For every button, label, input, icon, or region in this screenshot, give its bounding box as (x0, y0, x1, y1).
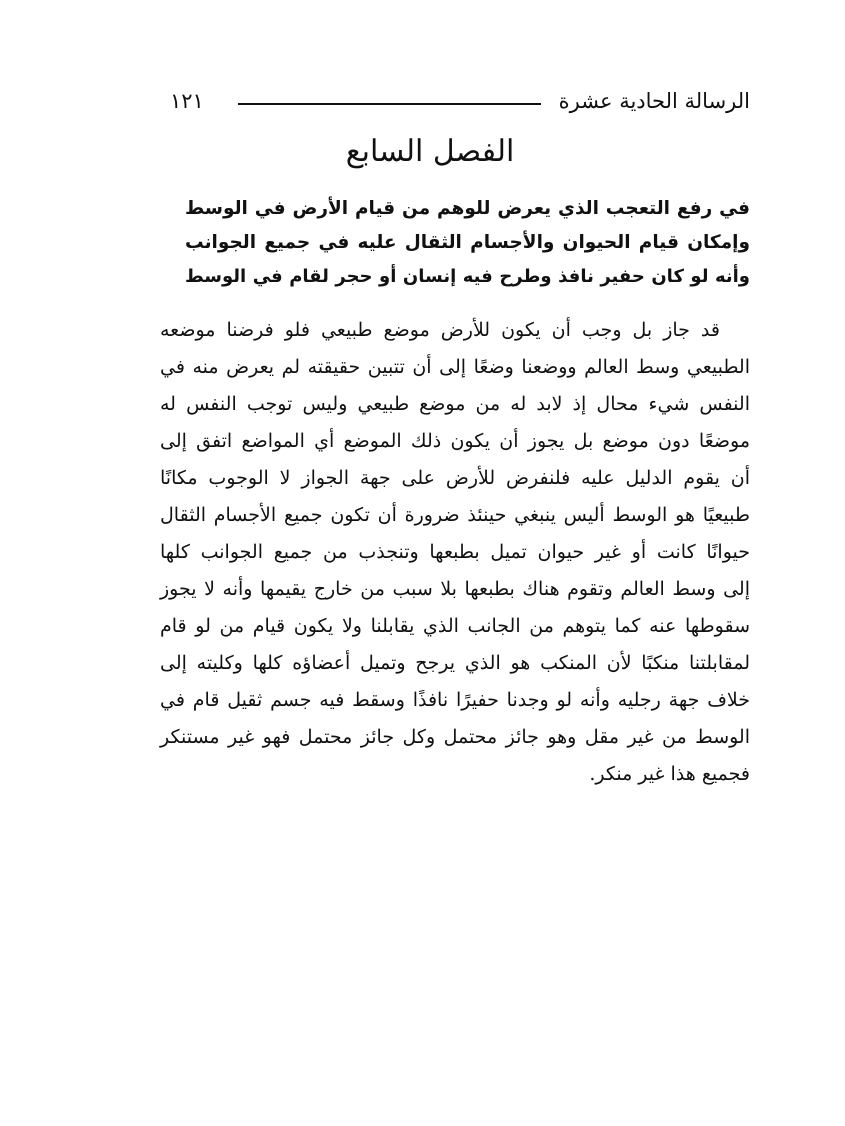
body-line: إلى وسط العالم وتقوم هناك بطبعها بلا سبب من خارج يقيمها وأنه لا يجوز (160, 578, 750, 600)
body-line: فجميع هذا غير منكر. (589, 763, 750, 785)
body-line: موضعًا دون موضع بل يجوز أن يكون ذلك الموضع أي المواضع اتفق إلى (160, 430, 750, 452)
body-line: خلاف جهة رجليه وأنه لو وجدنا حفيرًا نافذًا وسقط فيه جسم ثقيل قام في (160, 689, 750, 711)
body-line: سقوطها عنه كما يتوهم من الجانب الذي يقابلنا ولا يكون قيام من لو قام (160, 615, 750, 637)
section-title (185, 192, 750, 294)
body-line: لمقابلتنا منكبًا لأن المنكب هو الذي يرجح وتميل أعضاؤه كلها وكليته إلى (160, 652, 750, 674)
header-rule (238, 103, 541, 105)
body-line: الطبيعي وسط العالم ووضعنا وضعًا إلى أن تتبين حقيقته لم يعرض منه في (160, 356, 750, 378)
running-header (170, 84, 750, 118)
section-title-line: وأنه لو كان حفير نافذ وطرح فيه إنسان أو حجر لقام في الوسط (185, 266, 750, 287)
body-line: قد جاز بل وجب أن يكون للأرض موضع طبيعي فلو فرضنا موضعه (160, 319, 720, 341)
body-line: أن يقوم الدليل عليه فلنفرض للأرض على جهة الجواز لا الوجوب مكانًا (160, 467, 750, 489)
chapter-heading: الفصل السابع (345, 134, 515, 169)
body-line: طبيعيًا هو الوسط أليس ينبغي حينئذ ضرورة أن تكون جميع الأجسام الثقال (160, 504, 750, 526)
running-title: الرسالة الحادية عشرة (558, 89, 750, 113)
body-line: الوسط من غير مقل وهو جائز محتمل وكل جائز محتمل فهو غير مستنكر (160, 726, 750, 748)
body-paragraph (160, 312, 750, 793)
body-line: حيوانًا كانت أو غير حيوان تميل بطبعها وتنجذب من جميع الجوانب كلها (160, 541, 750, 563)
page-number: ١٢١ (170, 89, 204, 113)
body-line: النفس شيء محال إذ لابد له من موضع طبيعي وليس توجب النفس له (160, 393, 750, 415)
section-title-line: في رفع التعجب الذي يعرض للوهم من قيام الأرض في الوسط (185, 198, 750, 219)
section-title-line: وإمكان قيام الحيوان والأجسام الثقال عليه في جميع الجوانب (185, 232, 750, 253)
